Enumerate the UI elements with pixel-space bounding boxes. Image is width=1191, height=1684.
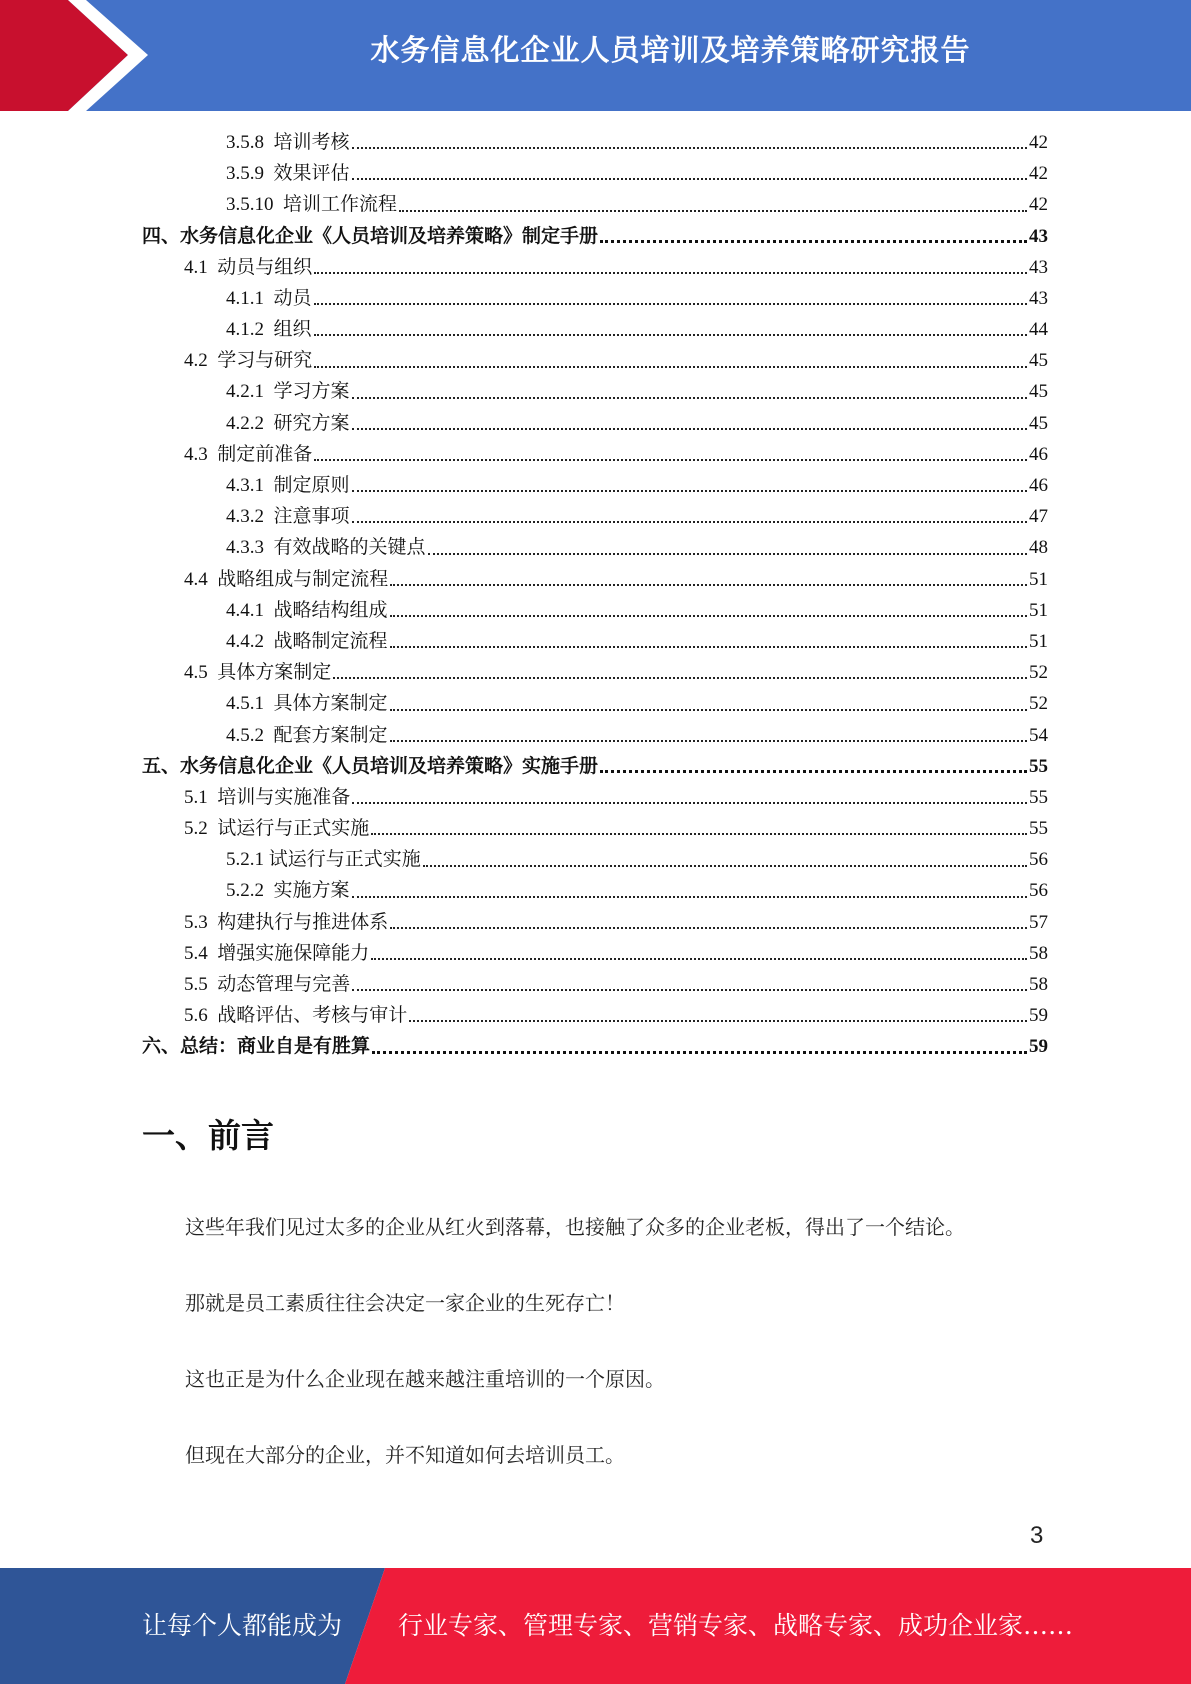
toc-entry-title: 六、总结：商业自是有胜算	[142, 1036, 371, 1058]
toc-entry[interactable]	[142, 160, 1048, 191]
toc-entry[interactable]	[142, 410, 1048, 441]
toc-entry[interactable]	[142, 129, 1048, 160]
document-title: 水务信息化企业人员培训及培养策略研究报告	[370, 33, 971, 67]
toc-chapter-entry[interactable]	[142, 1033, 1048, 1064]
toc-entry[interactable]	[142, 347, 1048, 378]
toc-leader-dots	[371, 957, 1027, 960]
paragraph: 这也正是为什么企业现在越来越注重培训的一个原因。	[185, 1367, 665, 1391]
page-number: 3	[1030, 1522, 1044, 1549]
toc-entry-page: 58	[1029, 942, 1048, 964]
toc-entry-title: 战略制定流程	[273, 630, 388, 652]
toc-entry-number: 5.2.1	[226, 849, 264, 871]
toc-entry-title: 战略结构组成	[273, 599, 388, 621]
toc-entry-number: 3.5.9	[226, 163, 264, 185]
toc-leader-dots	[600, 769, 1027, 773]
toc-entry-title: 试运行与正式实施	[217, 818, 370, 840]
toc-leader-dots	[352, 895, 1027, 898]
toc-entry[interactable]	[142, 971, 1048, 1002]
toc-entry-number: 4.5	[184, 662, 208, 684]
toc-entry-number: 4.4.1	[226, 599, 264, 621]
toc-entry-page: 51	[1029, 599, 1048, 621]
page-footer	[0, 1568, 1191, 1684]
toc-entry-number: 5.1	[184, 786, 208, 808]
toc-leader-dots	[428, 552, 1027, 555]
toc-leader-dots	[314, 333, 1027, 336]
toc-entry[interactable]	[142, 285, 1048, 316]
toc-entry-title: 动员与组织	[217, 256, 313, 278]
toc-leader-dots	[600, 239, 1027, 243]
toc-entry[interactable]	[142, 441, 1048, 472]
toc-entry-title: 制定原则	[273, 475, 350, 497]
toc-entry-page: 42	[1029, 163, 1048, 185]
toc-entry-title: 有效战略的关键点	[273, 537, 426, 559]
toc-leader-dots	[352, 801, 1027, 804]
toc-entry-title: 战略组成与制定流程	[217, 568, 389, 590]
toc-entry-number: 3.5.8	[226, 131, 264, 153]
toc-entry-page: 45	[1029, 350, 1048, 372]
toc-leader-dots	[372, 1050, 1027, 1054]
paragraph: 这些年我们见过太多的企业从红火到落幕，也接触了众多的企业老板，得出了一个结论。	[185, 1215, 965, 1239]
toc-entry-page: 52	[1029, 693, 1048, 715]
toc-entry-page: 43	[1029, 287, 1048, 309]
toc-entry-page: 58	[1029, 974, 1048, 996]
toc-leader-dots	[352, 396, 1027, 399]
toc-entry-number: 4.1	[184, 256, 208, 278]
toc-entry-page: 47	[1029, 506, 1048, 528]
toc-entry-page: 51	[1029, 630, 1048, 652]
toc-entry-page: 45	[1029, 412, 1048, 434]
toc-leader-dots	[352, 520, 1027, 523]
footer-slogan: 让每个人都能成为	[142, 1611, 343, 1640]
toc-entry-number: 4.5.2	[226, 724, 264, 746]
toc-entry-number: 4.3.3	[226, 537, 264, 559]
toc-entry[interactable]	[142, 815, 1048, 846]
toc-entry-page: 46	[1029, 475, 1048, 497]
toc-entry[interactable]	[142, 316, 1048, 347]
toc-entry-number: 4.3.1	[226, 475, 264, 497]
page-header	[0, 0, 1191, 111]
toc-entry-number: 3.5.10	[226, 194, 274, 216]
toc-entry-number: 5.4	[184, 942, 208, 964]
toc-leader-dots	[423, 864, 1027, 867]
toc-leader-dots	[390, 708, 1027, 711]
toc-leader-dots	[314, 271, 1027, 274]
toc-entry-page: 51	[1029, 568, 1048, 590]
toc-entry-number: 4.4	[184, 568, 208, 590]
toc-leader-dots	[390, 614, 1027, 617]
toc-entry[interactable]	[142, 784, 1048, 815]
toc-entry-page: 56	[1029, 880, 1048, 902]
toc-entry-number: 5.2	[184, 818, 208, 840]
toc-entry-title: 增强实施保障能力	[217, 942, 370, 964]
toc-entry[interactable]	[142, 191, 1048, 222]
toc-entry[interactable]	[142, 566, 1048, 597]
paragraph: 但现在大部分的企业，并不知道如何去培训员工。	[185, 1443, 625, 1467]
toc-entry-number: 4.3	[184, 443, 208, 465]
toc-leader-dots	[390, 645, 1027, 648]
toc-entry-title: 具体方案制定	[273, 693, 388, 715]
toc-entry-number: 5.6	[184, 1005, 208, 1027]
toc-entry-title: 培训考核	[273, 131, 350, 153]
toc-entry-page: 42	[1029, 131, 1048, 153]
toc-entry[interactable]	[142, 659, 1048, 690]
toc-entry-title: 效果评估	[273, 163, 350, 185]
toc-chapter-entry[interactable]	[142, 753, 1048, 784]
toc-entry-title: 配套方案制定	[273, 724, 388, 746]
toc-entry-title: 具体方案制定	[217, 662, 332, 684]
toc-entry-number: 5.5	[184, 974, 208, 996]
toc-entry[interactable]	[142, 597, 1048, 628]
table-of-contents	[142, 129, 1048, 1065]
toc-entry-title: 学习方案	[273, 381, 350, 403]
toc-entry-page: 52	[1029, 662, 1048, 684]
footer-roles: 行业专家、管理专家、营销专家、战略专家、成功企业家……	[398, 1611, 1074, 1640]
toc-entry-page: 54	[1029, 724, 1048, 746]
toc-entry-number: 4.2.2	[226, 412, 264, 434]
toc-entry-title: 战略评估、考核与审计	[217, 1005, 408, 1027]
toc-leader-dots	[352, 988, 1027, 991]
toc-entry-title: 构建执行与推进体系	[217, 911, 389, 933]
toc-entry[interactable]	[142, 534, 1048, 565]
toc-entry-number: 4.5.1	[226, 693, 264, 715]
toc-entry[interactable]	[142, 379, 1048, 410]
toc-entry[interactable]	[142, 628, 1048, 659]
toc-entry-title: 研究方案	[273, 412, 350, 434]
toc-entry-number: 4.2.1	[226, 381, 264, 403]
section-heading: 一、前言	[142, 1116, 274, 1155]
toc-leader-dots	[352, 146, 1027, 149]
toc-entry-page: 57	[1029, 911, 1048, 933]
toc-entry-title: 培训与实施准备	[217, 786, 351, 808]
toc-entry-page: 43	[1029, 256, 1048, 278]
toc-chapter-entry[interactable]	[142, 223, 1048, 254]
toc-entry-page: 55	[1029, 818, 1048, 840]
toc-leader-dots	[333, 676, 1027, 679]
toc-entry-title: 培训工作流程	[283, 194, 398, 216]
toc-entry-page: 59	[1029, 1036, 1048, 1058]
toc-entry-number: 5.3	[184, 911, 208, 933]
toc-entry-number: 4.3.2	[226, 506, 264, 528]
toc-entry-number: 5.2.2	[226, 880, 264, 902]
toc-entry[interactable]	[142, 1002, 1048, 1033]
toc-entry-title: 制定前准备	[217, 443, 313, 465]
toc-leader-dots	[314, 302, 1027, 305]
toc-leader-dots	[390, 583, 1027, 586]
toc-entry[interactable]	[142, 722, 1048, 753]
toc-leader-dots	[390, 739, 1027, 742]
toc-leader-dots	[352, 177, 1027, 180]
toc-leader-dots	[371, 832, 1027, 835]
toc-entry-number: 4.4.2	[226, 630, 264, 652]
toc-leader-dots	[352, 427, 1027, 430]
toc-leader-dots	[399, 209, 1027, 212]
toc-entry-title: 五、水务信息化企业《人员培训及培养策略》实施手册	[142, 755, 599, 777]
toc-entry-title: 四、水务信息化企业《人员培训及培养策略》制定手册	[142, 225, 599, 247]
toc-entry[interactable]	[142, 909, 1048, 940]
toc-entry-page: 48	[1029, 537, 1048, 559]
toc-leader-dots	[352, 489, 1027, 492]
toc-leader-dots	[314, 458, 1027, 461]
toc-entry[interactable]	[142, 878, 1048, 909]
toc-entry-page: 45	[1029, 381, 1048, 403]
toc-entry[interactable]	[142, 254, 1048, 285]
toc-entry-page: 46	[1029, 443, 1048, 465]
toc-leader-dots	[409, 1019, 1027, 1022]
toc-entry-title: 组织	[273, 319, 312, 341]
toc-entry-title: 实施方案	[273, 880, 350, 902]
toc-entry-title: 动态管理与完善	[217, 974, 351, 996]
toc-leader-dots	[390, 926, 1027, 929]
toc-entry[interactable]	[142, 690, 1048, 721]
toc-entry-title: 学习与研究	[217, 350, 313, 372]
toc-entry-page: 56	[1029, 849, 1048, 871]
toc-entry-page: 42	[1029, 194, 1048, 216]
toc-entry-page: 44	[1029, 319, 1048, 341]
toc-entry-title: 动员	[273, 287, 312, 309]
toc-leader-dots	[314, 365, 1027, 368]
paragraph: 那就是员工素质往往会决定一家企业的生死存亡！	[185, 1291, 625, 1315]
toc-entry-page: 55	[1029, 786, 1048, 808]
toc-entry[interactable]	[142, 940, 1048, 971]
toc-entry-page: 59	[1029, 1005, 1048, 1027]
toc-entry-title: 注意事项	[273, 506, 350, 528]
toc-entry-title: 试运行与正式实施	[268, 849, 421, 871]
toc-entry[interactable]	[142, 472, 1048, 503]
toc-entry[interactable]	[142, 503, 1048, 534]
toc-entry[interactable]	[142, 846, 1048, 877]
toc-entry-page: 55	[1029, 755, 1048, 777]
toc-entry-number: 4.1.1	[226, 287, 264, 309]
toc-entry-number: 4.2	[184, 350, 208, 372]
toc-entry-page: 43	[1029, 225, 1048, 247]
toc-entry-number: 4.1.2	[226, 319, 264, 341]
